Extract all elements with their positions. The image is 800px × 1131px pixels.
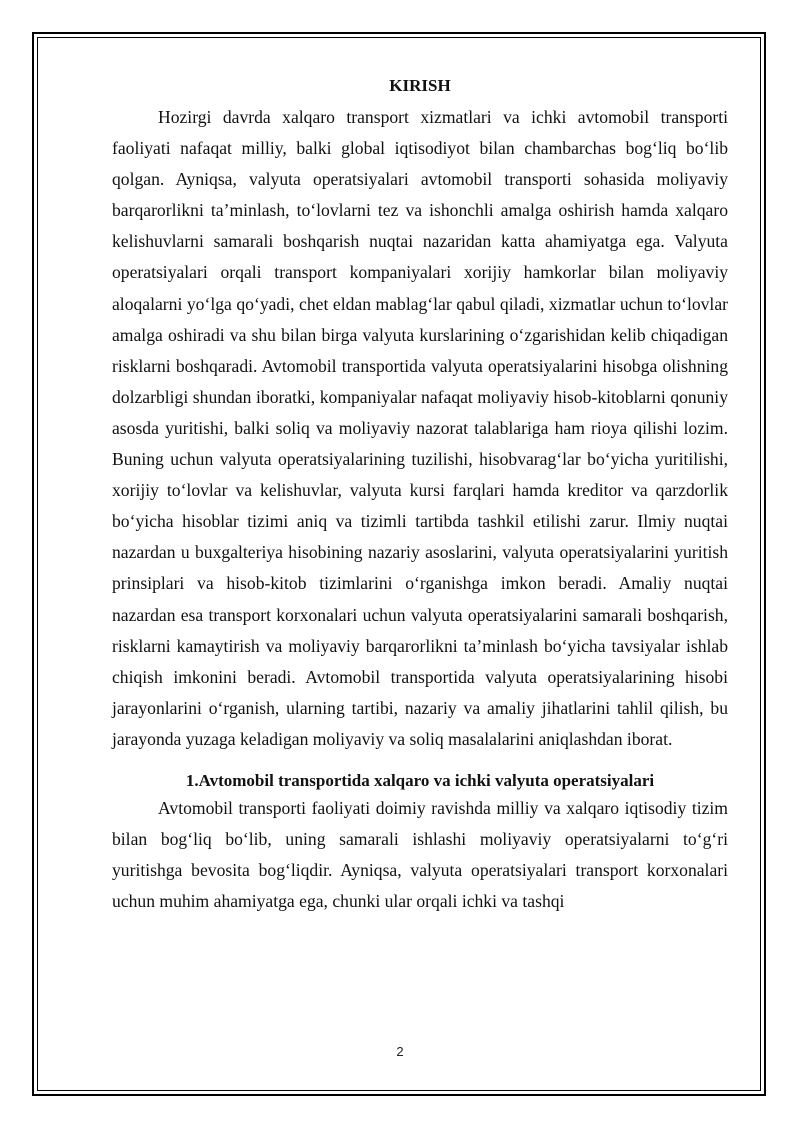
page-number: 2 xyxy=(396,1044,404,1059)
intro-paragraph: Hozirgi davrda xalqaro transport xizmatlari va ichki avtomobil transporti faoliyati nafaqat milliy, balki global iqtisodiyot bilan chambarchas bog‘liq bo‘lib qolgan. Ayniqsa, valyuta operatsiyalari avtomobil transporti sohasida moliyaviy barqarorlikni ta’minlash, to‘lovlarni tez va ishonchli amalga oshirish hamda xalqaro kelishuvlarni samarali boshqarish nuqtai nazaridan katta ahamiyatga ega. Valyuta operatsiyalari orqali transport kompaniyalari xorijiy hamkorlar bilan moliyaviy aloqalarni yo‘lga qo‘yadi, chet eldan mablag‘lar qabul qiladi, xizmatlar uchun to‘lovlar amalga oshiradi va shu bilan birga valyuta kurslarining o‘zgarishidan kelib chiqadigan risklarni boshqaradi. Avtomobil transportida valyuta operatsiyalarini hisobga olishning dolzarbligi shundan iboratki, kompaniyalar nafaqat moliyaviy hisob-kitoblarni qonuniy asosda yuritishi, balki soliq va moliyaviy nazorat talablariga ham rioya qilishi lozim. Buning uchun valyuta operatsiyalarining tuzilishi, hisobvarag‘lar bo‘yicha yuritilishi, xorijiy to‘lovlar va kelishuvlar, valyuta kursi farqlari hamda kreditor va qarzdorlik bo‘yicha hisoblar tizimi aniq va tizimli tartibda tashkil etilishi zarur. Ilmiy nuqtai nazardan u buxgalteriya hisobining nazariy asoslarini, valyuta operatsiyalarini yuritish prinsiplari va hisob-kitob tizimlarini o‘rganishga imkon beradi. Amaliy nuqtai nazardan esa transport korxonalari uchun valyuta operatsiyalarini samarali boshqarish, risklarni kamaytirish va moliyaviy barqarorlikni ta’minlash bo‘yicha tavsiyalar ishlab chiqish imkonini beradi. Avtomobil transportida valyuta operatsiyalarining hisobi jarayonlarini o‘rganish, ularning tartibi, nazariy va amaliy jihatlarini tahlil qilish, bu jarayonda yuzaga keladigan moliyaviy va soliq masalalarini aniqlashdan iborat. xyxy=(112,107,728,749)
section-heading: 1.Avtomobil transportida xalqaro va ichki valyuta operatsiyalari xyxy=(185,770,655,790)
document-body xyxy=(112,72,728,917)
document-heading: KIRISH xyxy=(389,76,451,95)
section-paragraph: Avtomobil transporti faoliyati doimiy ravishda milliy va xalqaro iqtisodiy tizim bilan bog‘liq bo‘lib, uning samarali ishlashi moliyaviy operatsiyalarni to‘g‘ri yuritishga bevosita bog‘liqdir. Ayniqsa, valyuta operatsiyalari transport korxonalari uchun muhim ahamiyatga ega, chunki ular orqali ichki va tashqi xyxy=(112,797,728,912)
